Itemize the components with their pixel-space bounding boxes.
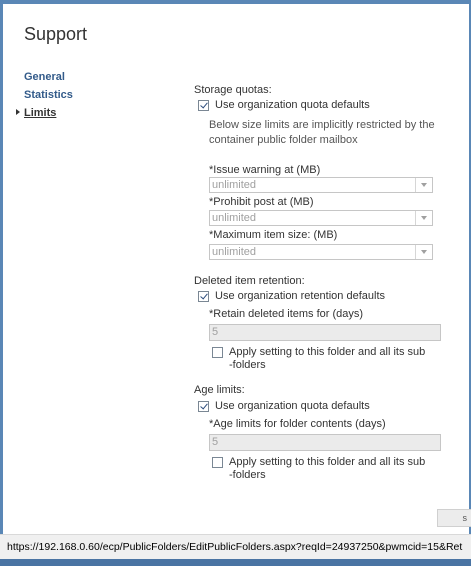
max-item-label: *Maximum item size: (MB) bbox=[209, 229, 338, 241]
window-left-border bbox=[0, 0, 3, 566]
storage-note-line2: container public folder mailbox bbox=[209, 134, 358, 146]
save-button[interactable]: s bbox=[437, 509, 471, 527]
chevron-down-icon[interactable] bbox=[415, 178, 432, 192]
nav-item-general[interactable]: General bbox=[24, 71, 65, 83]
issue-warning-select[interactable] bbox=[209, 177, 433, 193]
chevron-down-icon[interactable] bbox=[415, 245, 432, 259]
max-item-value: unlimited bbox=[212, 246, 257, 258]
nav-item-limits[interactable]: Limits bbox=[24, 107, 57, 119]
window-bottom-border bbox=[0, 559, 471, 566]
max-item-select[interactable] bbox=[209, 244, 433, 260]
storage-quotas-label: Storage quotas: bbox=[194, 84, 272, 96]
retention-apply-label bbox=[229, 346, 425, 372]
retention-defaults-label: Use organization retention defaults bbox=[215, 290, 385, 302]
age-days-label: *Age limits for folder contents (days) bbox=[209, 418, 386, 430]
prohibit-post-label: *Prohibit post at (MB) bbox=[209, 196, 314, 208]
issue-warning-label: *Issue warning at (MB) bbox=[209, 164, 321, 176]
page-title: Support bbox=[24, 24, 88, 44]
age-limits-label: Age limits: bbox=[194, 384, 245, 396]
age-days-input[interactable]: 5 bbox=[209, 434, 441, 451]
age-defaults-label: Use organization quota defaults bbox=[215, 400, 370, 412]
retention-apply-line2: -folders bbox=[229, 359, 266, 371]
active-arrow-icon bbox=[16, 109, 20, 115]
age-apply-label bbox=[229, 456, 425, 482]
nav-item-statistics[interactable]: Statistics bbox=[24, 89, 73, 101]
retention-apply-row[interactable] bbox=[212, 346, 425, 372]
retention-defaults-checkbox[interactable] bbox=[198, 291, 209, 302]
age-defaults-checkbox[interactable] bbox=[198, 401, 209, 412]
age-apply-checkbox[interactable] bbox=[212, 457, 223, 468]
retention-defaults-row[interactable] bbox=[198, 290, 385, 303]
status-bar bbox=[0, 534, 471, 559]
section-nav bbox=[24, 68, 73, 122]
age-defaults-row[interactable] bbox=[198, 400, 370, 413]
retain-days-label: *Retain deleted items for (days) bbox=[209, 308, 364, 320]
age-apply-line1: Apply setting to this folder and all its sub bbox=[229, 456, 426, 468]
chevron-down-icon[interactable] bbox=[415, 211, 432, 225]
issue-warning-value: unlimited bbox=[212, 179, 257, 191]
age-apply-line2: -folders bbox=[229, 469, 266, 481]
storage-defaults-label: Use organization quota defaults bbox=[215, 99, 370, 111]
storage-defaults-checkbox[interactable] bbox=[198, 100, 209, 111]
status-url: https://192.168.0.60/ecp/PublicFolders/EditPublicFolders.aspx?reqId=24937250&pwmcid=15&Ret bbox=[7, 541, 463, 553]
age-apply-row[interactable] bbox=[212, 456, 425, 482]
window-top-border bbox=[0, 0, 471, 4]
retention-label: Deleted item retention: bbox=[194, 275, 305, 287]
retention-apply-line1: Apply setting to this folder and all its sub bbox=[229, 346, 426, 358]
prohibit-post-select[interactable] bbox=[209, 210, 433, 226]
retain-days-input[interactable]: 5 bbox=[209, 324, 441, 341]
storage-note-line1: Below size limits are implicitly restricted by the bbox=[209, 119, 435, 131]
prohibit-post-value: unlimited bbox=[212, 212, 257, 224]
retention-apply-checkbox[interactable] bbox=[212, 347, 223, 358]
storage-defaults-row[interactable] bbox=[198, 99, 370, 112]
storage-note bbox=[209, 118, 444, 148]
